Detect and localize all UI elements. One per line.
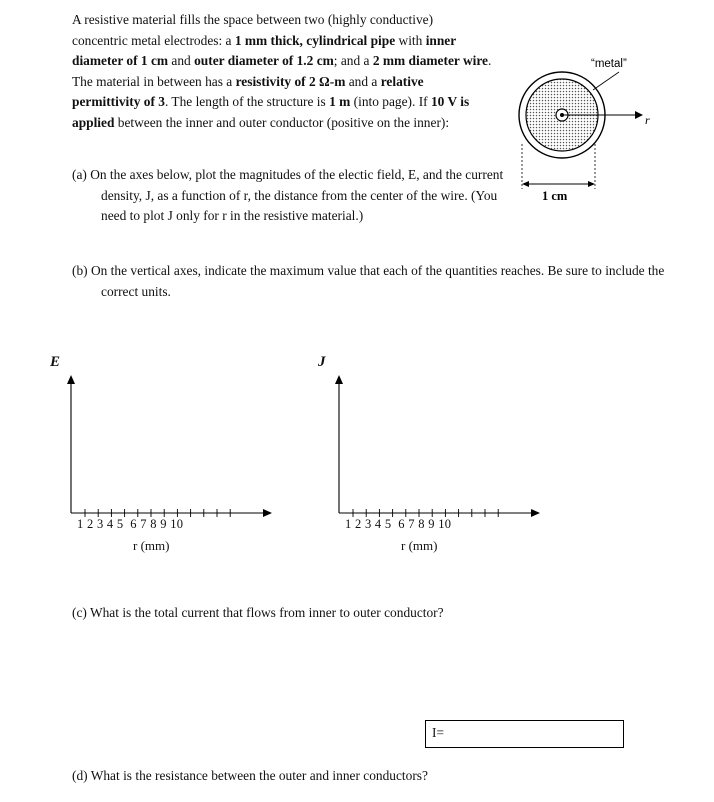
intro-segment: resistivity of 2 Ω-m [235, 73, 346, 89]
e-axis-label: E [50, 354, 61, 370]
scale-label: 1 cm [542, 189, 568, 203]
intro-segment: outer diameter of 1.2 cm [194, 53, 334, 68]
part-a-text: (a) On the axes below, plot the magnitudes of the electic field, E, and the current density, J, as a function of r, the distance from the center of the wire. (You need to plot J only for r in the resistive material.) [72, 167, 504, 223]
intro-segment: 1 m [329, 94, 351, 109]
current-answer-box[interactable] [425, 720, 624, 748]
intro-segment: (into page). If [350, 94, 431, 109]
intro-segment: 2 mm diameter wire [372, 53, 488, 68]
e-plot-axes[interactable] [62, 375, 277, 525]
part-b-text: (b) On the vertical axes, indicate the maximum value that each of the quantities reaches. Be sure to include the correct units. [72, 263, 665, 299]
e-x-axis-label [133, 538, 169, 554]
intro-segment: relative permittivity of 3 [72, 73, 424, 109]
intro-segment: 10 V is applied [72, 94, 470, 130]
e-tick-labels: 1 2 3 4 5 6 7 8 9 10 [77, 517, 184, 531]
intro-segment: inner diameter of 1 cm [72, 32, 456, 68]
intro-segment: and a [345, 73, 381, 89]
e-x-label-text: r (mm) [133, 538, 170, 553]
j-x-label-text: r (mm) [401, 538, 438, 553]
intro-segment: 1 mm thick, cylindrical pipe [234, 32, 396, 48]
coax-diagram [505, 48, 705, 213]
part-c-text: (c) What is the total current that flows from inner to outer conductor? [72, 605, 444, 620]
intro-segment: and [168, 53, 195, 68]
metal-label: “metal” [591, 58, 627, 70]
r-label: r [645, 113, 650, 127]
j-axis-label: J [318, 354, 326, 370]
current-answer-label: I= [432, 725, 445, 740]
intro-segment: . The length of the structure is [164, 94, 330, 109]
j-plot-axes[interactable] [330, 375, 545, 525]
intro-segment: . The material in between has a [72, 53, 492, 89]
intro-segment: ; and a [333, 53, 373, 68]
r-arrowhead [635, 111, 643, 119]
j-tick-labels: 1 2 3 4 5 6 7 8 9 10 [345, 517, 452, 531]
intro-segment: with [395, 32, 426, 48]
part-d-text: (d) What is the resistance between the outer and inner conductors? [72, 768, 428, 783]
problem-intro [72, 10, 492, 133]
j-x-axis-label [401, 538, 437, 554]
intro-segment: between the inner and outer conductor (positive on the inner): [114, 114, 450, 130]
intro-segment: A resistive material fills the space between two (highly conductive) concentric metal electrodes: a [72, 12, 434, 48]
